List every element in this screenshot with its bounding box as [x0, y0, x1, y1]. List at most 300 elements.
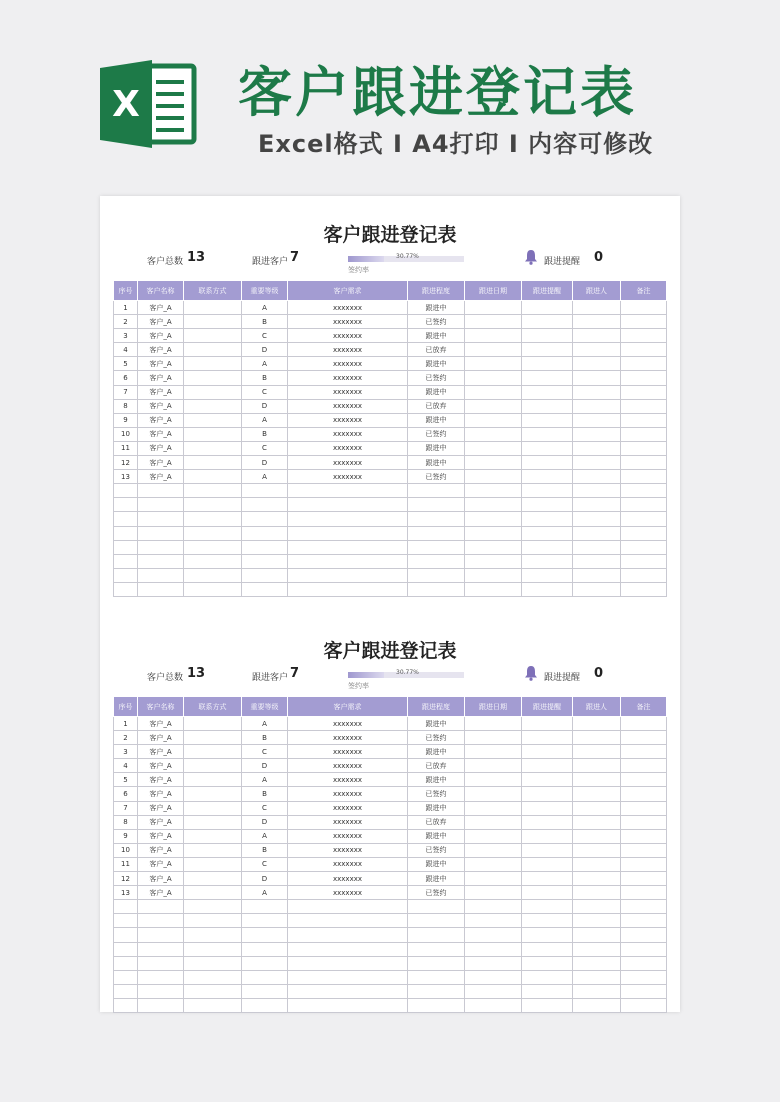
cell-customer-demand[interactable]: xxxxxxx [288, 872, 408, 886]
empty-cell[interactable] [573, 498, 621, 512]
cell-customer-name[interactable]: 客户_A [138, 801, 184, 815]
cell-follow-date[interactable] [465, 301, 522, 315]
empty-cell[interactable] [288, 914, 408, 928]
empty-cell[interactable] [138, 900, 184, 914]
empty-cell[interactable] [138, 942, 184, 956]
empty-cell[interactable] [573, 484, 621, 498]
cell-importance-level[interactable]: C [242, 745, 288, 759]
empty-cell[interactable] [114, 554, 138, 568]
empty-cell[interactable] [522, 900, 573, 914]
empty-cell[interactable] [465, 526, 522, 540]
empty-cell[interactable] [242, 568, 288, 582]
empty-cell[interactable] [408, 568, 465, 582]
cell-customer-demand[interactable]: xxxxxxx [288, 385, 408, 399]
cell-follow-status[interactable]: 已签约 [408, 371, 465, 385]
cell-no[interactable]: 9 [114, 829, 138, 843]
cell-no[interactable]: 7 [114, 801, 138, 815]
empty-cell[interactable] [184, 998, 242, 1012]
cell-follow-reminder[interactable] [522, 413, 573, 427]
cell-importance-level[interactable]: A [242, 357, 288, 371]
cell-follow-reminder[interactable] [522, 456, 573, 470]
cell-customer-name[interactable]: 客户_A [138, 343, 184, 357]
cell-follow-status[interactable]: 跟进中 [408, 717, 465, 731]
empty-cell[interactable] [184, 900, 242, 914]
cell-no[interactable]: 8 [114, 399, 138, 413]
empty-cell[interactable] [408, 970, 465, 984]
cell-follow-reminder[interactable] [522, 470, 573, 484]
empty-cell[interactable] [288, 498, 408, 512]
cell-contact[interactable] [184, 801, 242, 815]
empty-cell[interactable] [114, 914, 138, 928]
cell-follower[interactable] [573, 801, 621, 815]
cell-contact[interactable] [184, 357, 242, 371]
cell-contact[interactable] [184, 456, 242, 470]
empty-cell[interactable] [184, 984, 242, 998]
empty-cell[interactable] [184, 970, 242, 984]
cell-customer-name[interactable]: 客户_A [138, 773, 184, 787]
cell-importance-level[interactable]: D [242, 399, 288, 413]
cell-follower[interactable] [573, 857, 621, 871]
cell-follow-date[interactable] [465, 886, 522, 900]
cell-follow-reminder[interactable] [522, 427, 573, 441]
cell-no[interactable]: 1 [114, 717, 138, 731]
cell-follower[interactable] [573, 773, 621, 787]
empty-cell[interactable] [114, 956, 138, 970]
empty-cell[interactable] [288, 526, 408, 540]
empty-cell[interactable] [522, 914, 573, 928]
cell-follow-reminder[interactable] [522, 343, 573, 357]
empty-cell[interactable] [621, 970, 667, 984]
cell-contact[interactable] [184, 886, 242, 900]
empty-cell[interactable] [408, 554, 465, 568]
empty-cell[interactable] [522, 582, 573, 596]
cell-customer-name[interactable]: 客户_A [138, 759, 184, 773]
cell-follower[interactable] [573, 717, 621, 731]
cell-importance-level[interactable]: A [242, 470, 288, 484]
cell-follow-reminder[interactable] [522, 399, 573, 413]
empty-cell[interactable] [114, 942, 138, 956]
empty-cell[interactable] [242, 526, 288, 540]
empty-cell[interactable] [465, 914, 522, 928]
cell-no[interactable]: 9 [114, 413, 138, 427]
cell-follower[interactable] [573, 343, 621, 357]
cell-remark[interactable] [621, 385, 667, 399]
empty-cell[interactable] [242, 914, 288, 928]
empty-cell[interactable] [522, 942, 573, 956]
empty-cell[interactable] [114, 484, 138, 498]
cell-contact[interactable] [184, 857, 242, 871]
empty-cell[interactable] [465, 998, 522, 1012]
cell-customer-name[interactable]: 客户_A [138, 843, 184, 857]
cell-customer-name[interactable]: 客户_A [138, 385, 184, 399]
cell-follow-reminder[interactable] [522, 301, 573, 315]
empty-cell[interactable] [573, 984, 621, 998]
cell-no[interactable]: 10 [114, 427, 138, 441]
empty-cell[interactable] [114, 512, 138, 526]
cell-follow-reminder[interactable] [522, 773, 573, 787]
empty-cell[interactable] [138, 582, 184, 596]
empty-cell[interactable] [408, 956, 465, 970]
empty-cell[interactable] [184, 512, 242, 526]
cell-follower[interactable] [573, 371, 621, 385]
cell-follower[interactable] [573, 301, 621, 315]
cell-importance-level[interactable]: A [242, 413, 288, 427]
cell-contact[interactable] [184, 759, 242, 773]
empty-cell[interactable] [242, 540, 288, 554]
cell-follow-status[interactable]: 跟进中 [408, 456, 465, 470]
cell-customer-name[interactable]: 客户_A [138, 829, 184, 843]
cell-follow-date[interactable] [465, 759, 522, 773]
cell-no[interactable]: 4 [114, 759, 138, 773]
empty-cell[interactable] [242, 512, 288, 526]
cell-follow-status[interactable]: 跟进中 [408, 829, 465, 843]
empty-cell[interactable] [184, 484, 242, 498]
cell-follow-status[interactable]: 已签约 [408, 787, 465, 801]
cell-follower[interactable] [573, 357, 621, 371]
cell-contact[interactable] [184, 343, 242, 357]
cell-no[interactable]: 6 [114, 371, 138, 385]
cell-contact[interactable] [184, 872, 242, 886]
empty-cell[interactable] [408, 942, 465, 956]
empty-cell[interactable] [138, 970, 184, 984]
empty-cell[interactable] [288, 956, 408, 970]
empty-cell[interactable] [288, 540, 408, 554]
cell-customer-demand[interactable]: xxxxxxx [288, 315, 408, 329]
cell-follower[interactable] [573, 399, 621, 413]
cell-follow-reminder[interactable] [522, 329, 573, 343]
empty-cell[interactable] [288, 484, 408, 498]
cell-customer-name[interactable]: 客户_A [138, 399, 184, 413]
cell-follow-status[interactable]: 跟进中 [408, 773, 465, 787]
cell-importance-level[interactable]: C [242, 329, 288, 343]
cell-remark[interactable] [621, 357, 667, 371]
cell-customer-demand[interactable]: xxxxxxx [288, 829, 408, 843]
cell-remark[interactable] [621, 872, 667, 886]
cell-customer-demand[interactable]: xxxxxxx [288, 773, 408, 787]
empty-cell[interactable] [522, 498, 573, 512]
cell-follow-status[interactable]: 跟进中 [408, 745, 465, 759]
cell-customer-demand[interactable]: xxxxxxx [288, 787, 408, 801]
cell-importance-level[interactable]: A [242, 717, 288, 731]
cell-customer-demand[interactable]: xxxxxxx [288, 470, 408, 484]
empty-cell[interactable] [621, 498, 667, 512]
cell-remark[interactable] [621, 745, 667, 759]
cell-importance-level[interactable]: C [242, 857, 288, 871]
cell-no[interactable]: 11 [114, 857, 138, 871]
empty-cell[interactable] [184, 554, 242, 568]
cell-no[interactable]: 1 [114, 301, 138, 315]
cell-follow-date[interactable] [465, 872, 522, 886]
cell-no[interactable]: 6 [114, 787, 138, 801]
cell-follow-status[interactable]: 已签约 [408, 470, 465, 484]
cell-follow-date[interactable] [465, 385, 522, 399]
cell-no[interactable]: 12 [114, 872, 138, 886]
cell-importance-level[interactable]: C [242, 441, 288, 455]
cell-follow-date[interactable] [465, 413, 522, 427]
cell-follow-status[interactable]: 跟进中 [408, 385, 465, 399]
cell-follow-date[interactable] [465, 787, 522, 801]
empty-cell[interactable] [114, 568, 138, 582]
cell-follower[interactable] [573, 441, 621, 455]
empty-cell[interactable] [138, 540, 184, 554]
empty-cell[interactable] [465, 554, 522, 568]
empty-cell[interactable] [288, 984, 408, 998]
cell-customer-demand[interactable]: xxxxxxx [288, 343, 408, 357]
cell-follower[interactable] [573, 745, 621, 759]
cell-customer-demand[interactable]: xxxxxxx [288, 413, 408, 427]
empty-cell[interactable] [522, 512, 573, 526]
empty-cell[interactable] [573, 512, 621, 526]
cell-follow-reminder[interactable] [522, 872, 573, 886]
empty-cell[interactable] [573, 998, 621, 1012]
cell-contact[interactable] [184, 773, 242, 787]
cell-customer-demand[interactable]: xxxxxxx [288, 759, 408, 773]
cell-remark[interactable] [621, 759, 667, 773]
empty-cell[interactable] [573, 900, 621, 914]
empty-cell[interactable] [138, 998, 184, 1012]
cell-follow-status[interactable]: 跟进中 [408, 872, 465, 886]
cell-contact[interactable] [184, 843, 242, 857]
empty-cell[interactable] [522, 484, 573, 498]
empty-cell[interactable] [465, 970, 522, 984]
cell-no[interactable]: 7 [114, 385, 138, 399]
empty-cell[interactable] [522, 554, 573, 568]
empty-cell[interactable] [138, 568, 184, 582]
empty-cell[interactable] [573, 956, 621, 970]
cell-follow-reminder[interactable] [522, 857, 573, 871]
cell-customer-name[interactable]: 客户_A [138, 357, 184, 371]
empty-cell[interactable] [138, 554, 184, 568]
cell-importance-level[interactable]: A [242, 773, 288, 787]
empty-cell[interactable] [242, 498, 288, 512]
empty-cell[interactable] [522, 970, 573, 984]
cell-customer-demand[interactable]: xxxxxxx [288, 886, 408, 900]
empty-cell[interactable] [621, 582, 667, 596]
empty-cell[interactable] [184, 568, 242, 582]
empty-cell[interactable] [242, 928, 288, 942]
cell-follow-status[interactable]: 已签约 [408, 731, 465, 745]
empty-cell[interactable] [242, 554, 288, 568]
cell-contact[interactable] [184, 399, 242, 413]
cell-customer-name[interactable]: 客户_A [138, 872, 184, 886]
cell-follow-date[interactable] [465, 329, 522, 343]
cell-remark[interactable] [621, 470, 667, 484]
cell-follow-status[interactable]: 跟进中 [408, 413, 465, 427]
cell-follow-status[interactable]: 跟进中 [408, 357, 465, 371]
cell-follow-date[interactable] [465, 470, 522, 484]
cell-follow-reminder[interactable] [522, 371, 573, 385]
cell-customer-name[interactable]: 客户_A [138, 456, 184, 470]
cell-importance-level[interactable]: D [242, 456, 288, 470]
cell-importance-level[interactable]: C [242, 385, 288, 399]
cell-importance-level[interactable]: A [242, 886, 288, 900]
empty-cell[interactable] [621, 512, 667, 526]
empty-cell[interactable] [242, 484, 288, 498]
cell-contact[interactable] [184, 815, 242, 829]
empty-cell[interactable] [288, 998, 408, 1012]
empty-cell[interactable] [138, 526, 184, 540]
cell-contact[interactable] [184, 371, 242, 385]
cell-contact[interactable] [184, 441, 242, 455]
empty-cell[interactable] [408, 582, 465, 596]
empty-cell[interactable] [465, 540, 522, 554]
cell-contact[interactable] [184, 829, 242, 843]
cell-follow-date[interactable] [465, 717, 522, 731]
cell-customer-name[interactable]: 客户_A [138, 315, 184, 329]
empty-cell[interactable] [114, 900, 138, 914]
cell-remark[interactable] [621, 886, 667, 900]
cell-contact[interactable] [184, 329, 242, 343]
cell-follow-date[interactable] [465, 829, 522, 843]
cell-customer-name[interactable]: 客户_A [138, 857, 184, 871]
cell-remark[interactable] [621, 731, 667, 745]
empty-cell[interactable] [138, 498, 184, 512]
cell-follow-status[interactable]: 已放弃 [408, 399, 465, 413]
empty-cell[interactable] [522, 928, 573, 942]
empty-cell[interactable] [522, 540, 573, 554]
empty-cell[interactable] [138, 928, 184, 942]
cell-follow-reminder[interactable] [522, 801, 573, 815]
cell-contact[interactable] [184, 413, 242, 427]
cell-importance-level[interactable]: A [242, 829, 288, 843]
cell-customer-demand[interactable]: xxxxxxx [288, 357, 408, 371]
empty-cell[interactable] [184, 540, 242, 554]
cell-importance-level[interactable]: B [242, 843, 288, 857]
empty-cell[interactable] [465, 942, 522, 956]
cell-customer-name[interactable]: 客户_A [138, 717, 184, 731]
cell-remark[interactable] [621, 441, 667, 455]
empty-cell[interactable] [573, 942, 621, 956]
empty-cell[interactable] [408, 900, 465, 914]
cell-follow-reminder[interactable] [522, 886, 573, 900]
cell-follower[interactable] [573, 427, 621, 441]
cell-importance-level[interactable]: B [242, 371, 288, 385]
empty-cell[interactable] [408, 914, 465, 928]
cell-customer-demand[interactable]: xxxxxxx [288, 441, 408, 455]
cell-follow-reminder[interactable] [522, 843, 573, 857]
cell-follower[interactable] [573, 470, 621, 484]
cell-customer-name[interactable]: 客户_A [138, 787, 184, 801]
cell-follow-status[interactable]: 跟进中 [408, 329, 465, 343]
empty-cell[interactable] [242, 970, 288, 984]
cell-remark[interactable] [621, 857, 667, 871]
cell-contact[interactable] [184, 717, 242, 731]
cell-customer-demand[interactable]: xxxxxxx [288, 301, 408, 315]
cell-contact[interactable] [184, 301, 242, 315]
empty-cell[interactable] [138, 956, 184, 970]
cell-customer-name[interactable]: 客户_A [138, 441, 184, 455]
empty-cell[interactable] [573, 914, 621, 928]
cell-follow-date[interactable] [465, 773, 522, 787]
empty-cell[interactable] [573, 554, 621, 568]
cell-follow-reminder[interactable] [522, 357, 573, 371]
empty-cell[interactable] [621, 568, 667, 582]
cell-remark[interactable] [621, 773, 667, 787]
empty-cell[interactable] [114, 998, 138, 1012]
empty-cell[interactable] [465, 512, 522, 526]
empty-cell[interactable] [408, 984, 465, 998]
empty-cell[interactable] [184, 498, 242, 512]
cell-customer-name[interactable]: 客户_A [138, 886, 184, 900]
empty-cell[interactable] [465, 582, 522, 596]
empty-cell[interactable] [138, 914, 184, 928]
empty-cell[interactable] [465, 984, 522, 998]
empty-cell[interactable] [114, 582, 138, 596]
empty-cell[interactable] [621, 900, 667, 914]
cell-customer-demand[interactable]: xxxxxxx [288, 815, 408, 829]
cell-follow-status[interactable]: 已签约 [408, 843, 465, 857]
cell-follow-reminder[interactable] [522, 385, 573, 399]
cell-no[interactable]: 13 [114, 470, 138, 484]
empty-cell[interactable] [621, 928, 667, 942]
cell-no[interactable]: 2 [114, 731, 138, 745]
cell-contact[interactable] [184, 470, 242, 484]
empty-cell[interactable] [184, 942, 242, 956]
cell-customer-name[interactable]: 客户_A [138, 371, 184, 385]
empty-cell[interactable] [288, 582, 408, 596]
empty-cell[interactable] [465, 956, 522, 970]
cell-follower[interactable] [573, 843, 621, 857]
empty-cell[interactable] [522, 956, 573, 970]
cell-customer-demand[interactable]: xxxxxxx [288, 717, 408, 731]
empty-cell[interactable] [621, 998, 667, 1012]
cell-remark[interactable] [621, 399, 667, 413]
cell-contact[interactable] [184, 315, 242, 329]
cell-importance-level[interactable]: D [242, 815, 288, 829]
empty-cell[interactable] [242, 998, 288, 1012]
cell-importance-level[interactable]: D [242, 343, 288, 357]
cell-no[interactable]: 8 [114, 815, 138, 829]
cell-follower[interactable] [573, 886, 621, 900]
cell-follow-date[interactable] [465, 745, 522, 759]
empty-cell[interactable] [573, 928, 621, 942]
cell-customer-demand[interactable]: xxxxxxx [288, 801, 408, 815]
empty-cell[interactable] [408, 540, 465, 554]
empty-cell[interactable] [288, 970, 408, 984]
empty-cell[interactable] [621, 984, 667, 998]
cell-follow-date[interactable] [465, 399, 522, 413]
cell-follow-reminder[interactable] [522, 787, 573, 801]
empty-cell[interactable] [288, 568, 408, 582]
empty-cell[interactable] [621, 554, 667, 568]
cell-customer-demand[interactable]: xxxxxxx [288, 857, 408, 871]
cell-customer-name[interactable]: 客户_A [138, 329, 184, 343]
cell-remark[interactable] [621, 413, 667, 427]
cell-customer-name[interactable]: 客户_A [138, 413, 184, 427]
cell-follow-date[interactable] [465, 815, 522, 829]
empty-cell[interactable] [114, 984, 138, 998]
cell-no[interactable]: 13 [114, 886, 138, 900]
cell-follower[interactable] [573, 315, 621, 329]
cell-customer-name[interactable]: 客户_A [138, 301, 184, 315]
empty-cell[interactable] [522, 526, 573, 540]
cell-remark[interactable] [621, 301, 667, 315]
cell-no[interactable]: 4 [114, 343, 138, 357]
cell-follow-status[interactable]: 跟进中 [408, 301, 465, 315]
cell-follow-date[interactable] [465, 843, 522, 857]
cell-contact[interactable] [184, 787, 242, 801]
empty-cell[interactable] [114, 498, 138, 512]
empty-cell[interactable] [465, 498, 522, 512]
cell-customer-name[interactable]: 客户_A [138, 427, 184, 441]
cell-follower[interactable] [573, 385, 621, 399]
cell-follow-date[interactable] [465, 801, 522, 815]
cell-follow-reminder[interactable] [522, 829, 573, 843]
cell-customer-demand[interactable]: xxxxxxx [288, 731, 408, 745]
empty-cell[interactable] [184, 914, 242, 928]
cell-follow-reminder[interactable] [522, 717, 573, 731]
empty-cell[interactable] [242, 582, 288, 596]
